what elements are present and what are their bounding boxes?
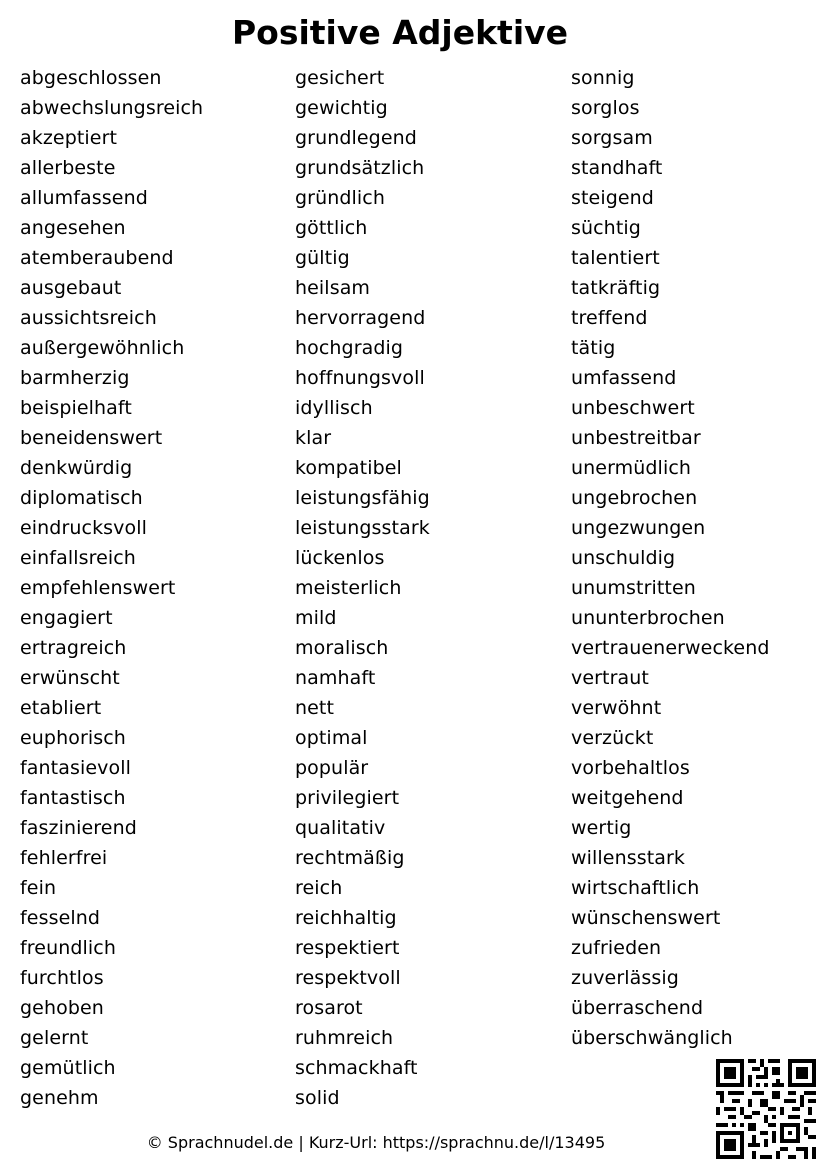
- word-item: fehlerfrei: [20, 847, 108, 869]
- word-item: erwünscht: [20, 667, 120, 689]
- word-item: leistungsfähig: [295, 487, 430, 509]
- word-item: moralisch: [295, 637, 389, 659]
- word-item: allumfassend: [20, 187, 148, 209]
- footer-credit: © Sprachnudel.de | Kurz-Url: https://sprachnu.de/l/13495: [146, 1133, 606, 1152]
- word-item: verwöhnt: [571, 697, 662, 719]
- word-item: meisterlich: [295, 577, 402, 599]
- word-item: schmackhaft: [295, 1057, 418, 1079]
- word-item: göttlich: [295, 217, 368, 239]
- word-item: unumstritten: [571, 577, 696, 599]
- word-item: standhaft: [571, 157, 663, 179]
- word-item: gründlich: [295, 187, 385, 209]
- qr-code-icon: [716, 1059, 816, 1159]
- word-item: sorgsam: [571, 127, 653, 149]
- word-item: empfehlenswert: [20, 577, 176, 599]
- word-column-2: [295, 63, 430, 1113]
- word-item: rosarot: [295, 997, 363, 1019]
- word-item: furchtlos: [20, 967, 104, 989]
- word-item: verzückt: [571, 727, 654, 749]
- word-item: einfallsreich: [20, 547, 136, 569]
- word-item: ungezwungen: [571, 517, 706, 539]
- word-item: wertig: [571, 817, 632, 839]
- word-item: allerbeste: [20, 157, 116, 179]
- word-item: wirtschaftlich: [571, 877, 700, 899]
- word-item: freundlich: [20, 937, 116, 959]
- word-item: namhaft: [295, 667, 376, 689]
- word-item: gültig: [295, 247, 350, 269]
- word-item: angesehen: [20, 217, 126, 239]
- word-item: vertraut: [571, 667, 649, 689]
- word-item: fein: [20, 877, 57, 899]
- word-item: talentiert: [571, 247, 660, 269]
- word-item: umfassend: [571, 367, 677, 389]
- word-item: hoffnungsvoll: [295, 367, 425, 389]
- word-item: denkwürdig: [20, 457, 133, 479]
- word-column-3: [571, 63, 770, 1053]
- word-item: leistungsstark: [295, 517, 430, 539]
- word-item: außergewöhnlich: [20, 337, 185, 359]
- word-item: grundlegend: [295, 127, 417, 149]
- word-item: sorglos: [571, 97, 640, 119]
- word-item: abwechslungsreich: [20, 97, 204, 119]
- word-item: beispielhaft: [20, 397, 132, 419]
- word-item: tatkräftig: [571, 277, 661, 299]
- word-item: unbestreitbar: [571, 427, 701, 449]
- word-item: unbeschwert: [571, 397, 695, 419]
- word-item: qualitativ: [295, 817, 386, 839]
- word-item: überraschend: [571, 997, 704, 1019]
- word-item: idyllisch: [295, 397, 373, 419]
- word-item: privilegiert: [295, 787, 400, 809]
- word-column-1: [20, 63, 203, 1113]
- word-item: fantasievoll: [20, 757, 131, 779]
- word-item: mild: [295, 607, 337, 629]
- word-item: reichhaltig: [295, 907, 397, 929]
- word-item: respektiert: [295, 937, 400, 959]
- word-item: unermüdlich: [571, 457, 692, 479]
- word-item: treffend: [571, 307, 648, 329]
- word-item: wünschenswert: [571, 907, 721, 929]
- word-item: ununterbrochen: [571, 607, 725, 629]
- word-item: klar: [295, 427, 332, 449]
- word-item: diplomatisch: [20, 487, 143, 509]
- word-item: euphorisch: [20, 727, 126, 749]
- word-item: vertrauenerweckend: [571, 637, 770, 659]
- word-item: zufrieden: [571, 937, 662, 959]
- word-item: respektvoll: [295, 967, 401, 989]
- word-item: optimal: [295, 727, 368, 749]
- word-item: vorbehaltlos: [571, 757, 690, 779]
- word-item: ertragreich: [20, 637, 127, 659]
- word-item: hochgradig: [295, 337, 404, 359]
- word-item: grundsätzlich: [295, 157, 425, 179]
- word-item: fesselnd: [20, 907, 101, 929]
- word-item: willensstark: [571, 847, 686, 869]
- word-item: ruhmreich: [295, 1027, 394, 1049]
- word-item: sonnig: [571, 67, 635, 89]
- page-title: Positive Adjektive: [231, 13, 569, 52]
- word-item: abgeschlossen: [20, 67, 162, 89]
- word-item: aussichtsreich: [20, 307, 157, 329]
- word-item: unschuldig: [571, 547, 676, 569]
- word-item: heilsam: [295, 277, 371, 299]
- word-item: gehoben: [20, 997, 104, 1019]
- word-item: reich: [295, 877, 343, 899]
- word-item: weitgehend: [571, 787, 684, 809]
- word-item: solid: [295, 1087, 340, 1109]
- word-item: gelernt: [20, 1027, 89, 1049]
- word-item: eindrucksvoll: [20, 517, 147, 539]
- word-item: faszinierend: [20, 817, 137, 839]
- word-item: gewichtig: [295, 97, 388, 119]
- word-item: zuverlässig: [571, 967, 679, 989]
- word-item: nett: [295, 697, 335, 719]
- word-item: fantastisch: [20, 787, 126, 809]
- word-item: kompatibel: [295, 457, 402, 479]
- word-item: atemberaubend: [20, 247, 174, 269]
- word-item: hervorragend: [295, 307, 426, 329]
- word-item: tätig: [571, 337, 616, 359]
- word-item: engagiert: [20, 607, 113, 629]
- word-item: gesichert: [295, 67, 385, 89]
- word-item: ungebrochen: [571, 487, 698, 509]
- word-item: beneidenswert: [20, 427, 163, 449]
- word-item: steigend: [571, 187, 654, 209]
- word-item: akzeptiert: [20, 127, 118, 149]
- word-item: lückenlos: [295, 547, 385, 569]
- word-item: etabliert: [20, 697, 102, 719]
- word-item: gemütlich: [20, 1057, 116, 1079]
- word-item: überschwänglich: [571, 1027, 733, 1049]
- word-item: ausgebaut: [20, 277, 122, 299]
- word-item: rechtmäßig: [295, 847, 405, 869]
- word-item: genehm: [20, 1087, 99, 1109]
- word-item: süchtig: [571, 217, 641, 239]
- word-item: barmherzig: [20, 367, 130, 389]
- word-item: populär: [295, 757, 369, 779]
